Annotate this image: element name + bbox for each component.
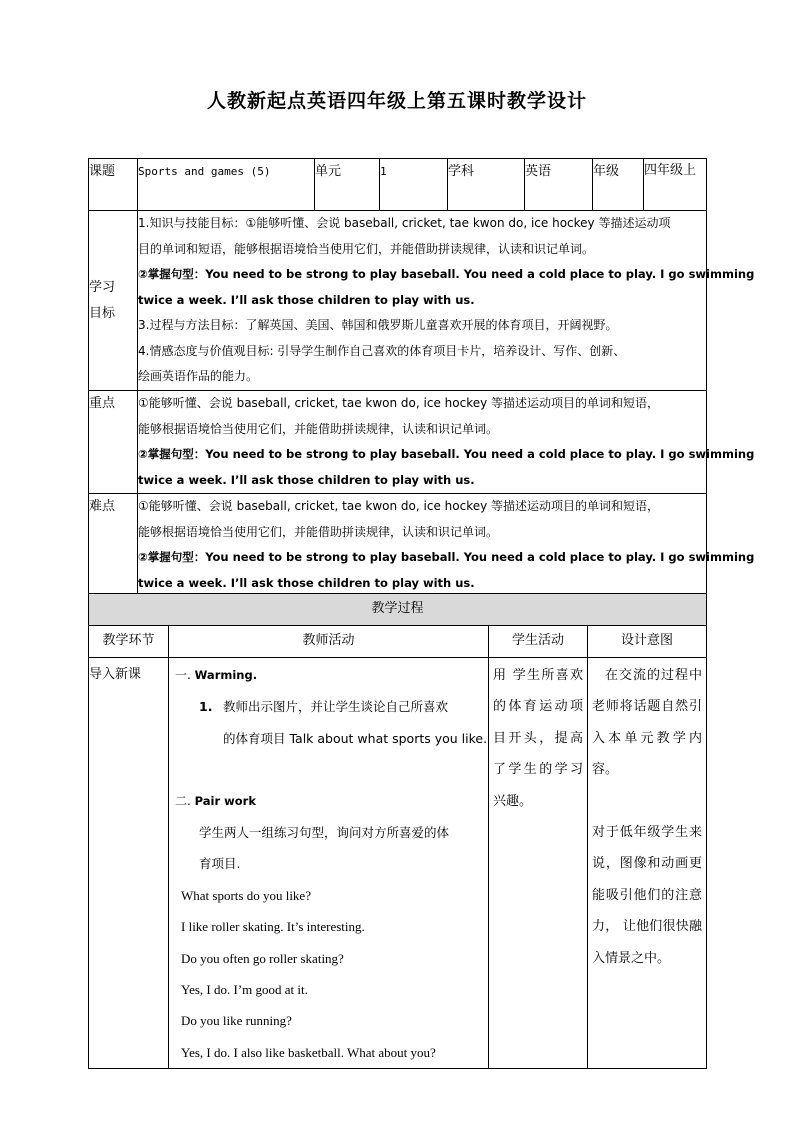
dialogue-line: Do you like running? xyxy=(181,1013,292,1029)
key-line: ①能够听懂、会说 baseball, cricket, tae kwon do, ice hockey 等描述运动项目的单词和短语， xyxy=(138,396,660,410)
goals-label xyxy=(89,211,138,391)
warming-item xyxy=(175,691,482,722)
student-activity-text: 用 学生所喜欢的体育运动项目开头，提高了学生的学习兴趣。 xyxy=(493,668,583,809)
dialogue-line: I like roller skating. It’s interesting. xyxy=(181,919,365,935)
key-points-label: 重点 xyxy=(89,391,138,494)
goals-content xyxy=(138,211,755,391)
topic-value: Sports and games (5) xyxy=(138,159,315,211)
key-line: 能够根据语境恰当使用它们，并能借助拼读规律，认读和识记单词。 xyxy=(138,421,499,436)
warming-item-cont: 的体育项目 Talk about what sports you like. xyxy=(223,730,488,746)
grade-label: 年级 xyxy=(593,159,644,211)
key-points-content xyxy=(138,391,755,494)
goals-line: 4.情感态度与价值观目标: 引导学生制作自己喜欢的体育项目卡片，培养设计、写作、创新、 xyxy=(138,343,626,358)
unit-label: 单元 xyxy=(315,159,380,211)
design-intent-text: 对于低年级学生来说，图像和动画更能吸引他们的注意力， 让他们很快融入情景之中。 xyxy=(592,825,703,966)
difficult-line: 能够根据语境恰当使用它们，并能借助拼读规律，认读和识记单词。 xyxy=(138,524,499,539)
item-text: 教师出示图片，并让学生谈论自己所喜欢 xyxy=(223,699,449,715)
column-header-stage: 教学环节 xyxy=(89,626,169,658)
topic-label: 课题 xyxy=(89,159,138,211)
section-title: Pair work xyxy=(194,793,256,808)
pairwork-text: 育项目. xyxy=(199,856,241,872)
design-intent-cell xyxy=(588,658,707,1069)
goals-line: 3.过程与方法目标：了解英国、美国、韩国和俄罗斯儿童喜欢开展的体育项目，开阔视野。 xyxy=(138,318,618,332)
grade-value: 四年级上 xyxy=(644,159,707,211)
unit-value: 1 xyxy=(380,159,448,211)
goals-line: twice a week. I’ll ask those children to play with us. xyxy=(138,292,475,307)
dialogue-line: What sports do you like? xyxy=(181,887,311,903)
pairwork-text: 学生两人一组练习句型，询问对方所喜爱的体 xyxy=(199,825,450,841)
difficult-line: ②掌握句型：You need to be strong to play baseball. You need a cold place to play. I go swimming xyxy=(138,550,755,564)
item-number: 1. xyxy=(199,699,213,715)
pairwork-heading xyxy=(175,786,482,817)
section-title: Warming. xyxy=(194,668,258,682)
dialogue-line: Yes, I do. I also like basketball. What about you? xyxy=(181,1044,436,1060)
column-header-teacher: 教师活动 xyxy=(169,626,489,658)
column-header-intent: 设计意图 xyxy=(588,626,707,658)
key-line: twice a week. I’ll ask those children to play with us. xyxy=(138,472,475,487)
goals-line: 目的单词和短语，能够根据语境恰当使用它们，并能借助拼读规律，认读和识记单词。 xyxy=(138,241,595,256)
section-number: 二. xyxy=(175,793,191,808)
column-header-student: 学生活动 xyxy=(489,626,588,658)
process-header: 教学过程 xyxy=(89,594,707,626)
page-title: 人教新起点英语四年级上第五课时教学设计 xyxy=(206,90,587,112)
difficult-points-content xyxy=(138,494,755,597)
goals-label-text: 学习目标 xyxy=(89,279,116,321)
goals-line: ②掌握句型：You need to be strong to play baseball. You need a cold place to play. I go swimming xyxy=(138,267,755,281)
difficult-points-label: 难点 xyxy=(89,494,138,597)
subject-label: 学科 xyxy=(448,159,525,211)
subject-value: 英语 xyxy=(525,159,593,211)
goals-line: 绘画英语作品的能力。 xyxy=(138,369,259,383)
difficult-line: twice a week. I’ll ask those children to play with us. xyxy=(138,575,475,590)
teacher-activity-cell xyxy=(169,658,489,1069)
goals-line: 1.知识与技能目标：①能够听懂、会说 baseball, cricket, tae kwon do, ice hockey 等描述运动项 xyxy=(138,216,671,230)
key-line: ②掌握句型：You need to be strong to play baseball. You need a cold place to play. I go swimming xyxy=(138,447,755,461)
stage-cell: 导入新课 xyxy=(89,658,169,1069)
dialogue-line: Yes, I do. I’m good at it. xyxy=(181,982,308,998)
difficult-line: ①能够听懂、会说 baseball, cricket, tae kwon do, ice hockey 等描述运动项目的单词和短语， xyxy=(138,499,660,513)
warming-heading xyxy=(175,660,482,691)
design-intent-text: 在交流的过程中老师将话题自然引入本单元教学内容。 xyxy=(592,668,703,778)
lesson-info-table xyxy=(88,158,755,597)
dialogue-line: Do you often go roller skating? xyxy=(181,950,344,966)
teaching-process-table xyxy=(88,593,707,1069)
student-activity-cell xyxy=(489,658,588,1069)
section-number: 一. xyxy=(175,668,191,682)
